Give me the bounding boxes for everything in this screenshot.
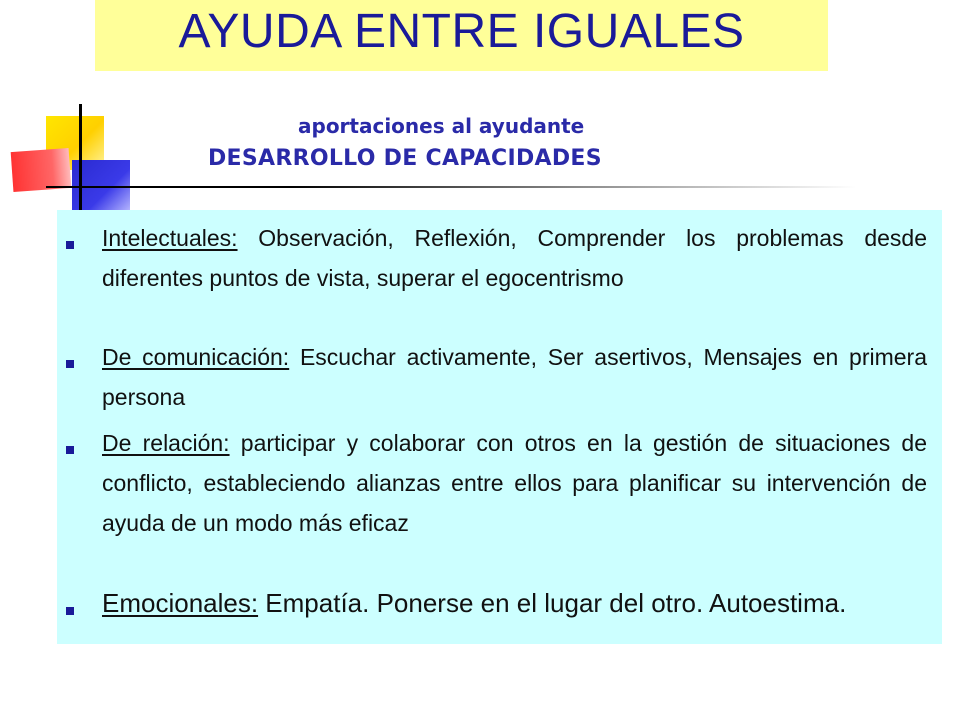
item-text: Observación, Reflexión, Comprender los problemas desde diferentes puntos de vista, superar el egocentrismo — [102, 225, 927, 291]
slide-title: AYUDA ENTRE IGUALES — [178, 5, 745, 58]
logo-vertical-line — [79, 104, 82, 212]
item-text: Escuchar activamente, Ser asertivos, Mensajes en primera persona — [102, 344, 927, 410]
bullet-icon — [66, 607, 74, 615]
item-label: De relación: — [102, 430, 230, 456]
title-banner — [95, 0, 828, 71]
item-text: participar y colaborar con otros en la gestión de situaciones de conflicto, estableciendo alianzas entre ellos para planificar su intervención de ayuda de un modo más eficaz — [102, 430, 927, 536]
list-item-comunicacion — [102, 337, 927, 417]
item-text: Empatía. Ponerse en el lugar del otro. Autoestima. — [258, 588, 847, 618]
bullet-icon — [66, 360, 74, 368]
list-item-intelectuales — [102, 218, 927, 298]
bullet-icon — [66, 241, 74, 249]
slide-heading: DESARROLLO DE CAPACIDADES — [208, 146, 602, 171]
item-label: Intelectuales: — [102, 225, 238, 251]
list-item-relacion — [102, 423, 927, 543]
bullet-icon — [66, 446, 74, 454]
header-divider-line — [46, 186, 856, 188]
item-label: De comunicación: — [102, 344, 290, 370]
item-label: Emocionales: — [102, 588, 259, 618]
list-item-emocionales — [102, 583, 927, 623]
slide-subtitle: aportaciones al ayudante — [298, 114, 585, 138]
